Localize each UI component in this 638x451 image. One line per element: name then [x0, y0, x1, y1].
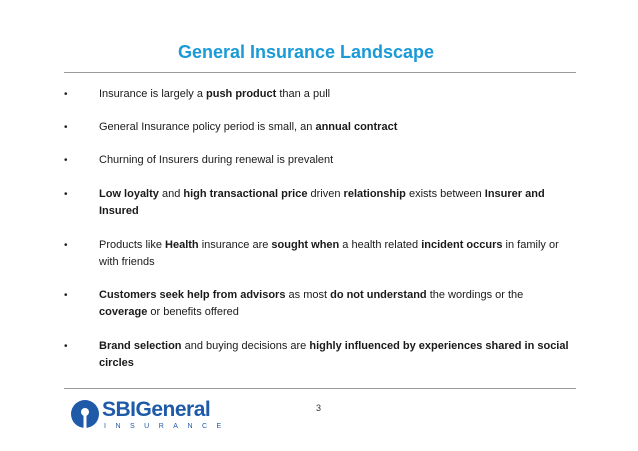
bullet-text — [99, 152, 569, 169]
bullet-dot-icon: • — [64, 341, 68, 352]
bullet-text — [99, 338, 569, 372]
bullet-bold-segment: relationship — [343, 188, 406, 200]
sbi-general-logo — [70, 396, 231, 432]
bullet-segment: General Insurance policy period is small, an — [99, 121, 316, 133]
bullet-segment: exists between — [405, 188, 485, 200]
bullet-dot-icon: • — [64, 155, 68, 166]
bullet-bold-segment: do not understand — [330, 289, 427, 301]
bullet-dot-icon: • — [64, 122, 68, 133]
bullet-bold-segment: Customers seek help from advisors — [99, 289, 286, 301]
bullet-dot-icon: • — [64, 89, 68, 100]
bullet-segment: as most — [285, 289, 331, 301]
bullet-bold-segment: push product — [206, 88, 277, 100]
bullet-segment: driven — [307, 188, 344, 200]
bullet-bold-segment: annual contract — [315, 121, 398, 133]
bullet-bold-segment: highly influenced by experiences shared in social circles — [99, 340, 569, 369]
bullet-text — [99, 186, 569, 220]
bullet-item — [64, 119, 574, 136]
bullet-segment: and buying decisions are — [181, 340, 310, 352]
logo-brand-text: SBIGeneral — [102, 398, 211, 421]
bullet-dot-icon: • — [64, 290, 68, 301]
bullet-bold-segment: sought when — [271, 239, 340, 251]
bullet-bold-segment: Insurer and Insured — [99, 188, 545, 217]
logo-subtext: INSURANCE — [104, 423, 231, 430]
bullet-item — [64, 152, 574, 169]
bullet-segment: Products like — [99, 239, 166, 251]
bullet-segment: Insurance is largely a — [99, 88, 206, 100]
bullet-text — [99, 287, 569, 321]
bullet-dot-icon: • — [64, 240, 68, 251]
bullet-bold-segment: coverage — [99, 306, 148, 318]
bullet-segment: insurance are — [198, 239, 272, 251]
bullet-dot-icon: • — [64, 189, 68, 200]
bullet-segment: a health related — [339, 239, 422, 251]
top-divider — [64, 72, 576, 73]
bullet-bold-segment: Low loyalty — [99, 188, 159, 200]
bullet-item — [64, 237, 574, 271]
bullet-bold-segment: incident occurs — [421, 239, 503, 251]
bullet-bold-segment: Brand selection — [99, 340, 182, 352]
bullet-bold-segment: Health — [165, 239, 199, 251]
bullet-text — [99, 119, 569, 136]
bullet-item — [64, 338, 574, 372]
bullet-bold-segment: high transactional price — [183, 188, 308, 200]
bullet-item — [64, 86, 574, 103]
sbi-keyhole-icon — [70, 399, 100, 429]
page-number: 3 — [316, 403, 322, 413]
slide-title: General Insurance Landscape — [177, 42, 435, 62]
bullet-segment: the wordings or the — [426, 289, 524, 301]
bottom-divider — [64, 388, 576, 389]
bullet-text — [99, 237, 569, 271]
bullet-item — [64, 287, 574, 321]
bullet-segment: than a pull — [276, 88, 331, 100]
bullet-segment: and — [158, 188, 184, 200]
bullet-segment: Churning of Insurers during renewal is prevalent — [99, 154, 334, 166]
bullet-segment: or benefits offered — [147, 306, 239, 318]
bullet-text — [99, 86, 569, 103]
bullet-item — [64, 186, 574, 220]
bullet-segment: in family or with friends — [99, 239, 559, 268]
